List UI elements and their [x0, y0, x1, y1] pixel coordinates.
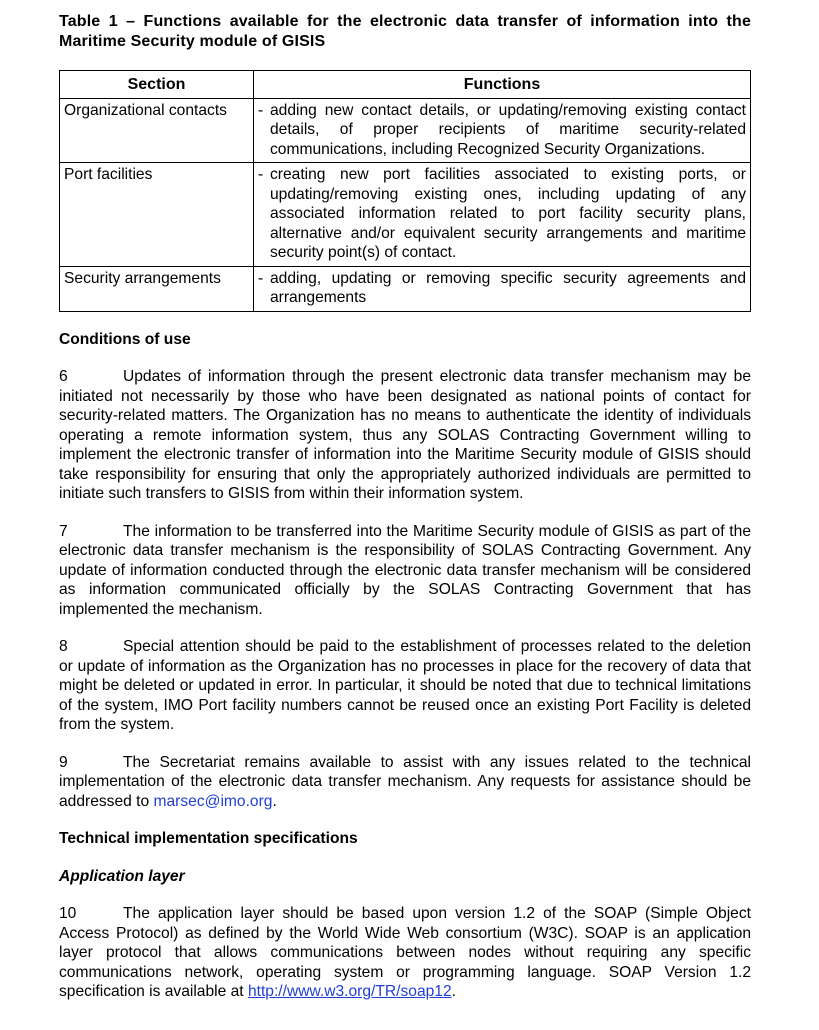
- functions-cell: [254, 163, 751, 267]
- table-row: [60, 98, 751, 163]
- functions-cell: [254, 266, 751, 311]
- paragraph-7: [59, 522, 751, 620]
- bullet-dash: -: [258, 269, 264, 287]
- table-header-row: [60, 71, 751, 99]
- section-cell: Organizational contacts: [60, 98, 254, 163]
- section-cell: Port facilities: [60, 163, 254, 267]
- paragraph-text: The information to be transferred into the Maritime Security module of GISIS as part of the electronic data transfer mechanism is the responsibility of SOLAS Contracting Government. Any update of information conducted through the electronic data transfer mechanism will be considered as information communicated officially by the SOLAS Contracting Government that has implemented the mechanism.: [59, 522, 751, 618]
- bullet-dash: -: [258, 166, 264, 183]
- paragraph-tail: .: [272, 792, 277, 810]
- table-row: [60, 163, 751, 267]
- document-page: [59, 12, 751, 1002]
- table-row: [60, 266, 751, 311]
- bullet-dash: -: [258, 101, 264, 119]
- paragraph-8: [59, 637, 751, 735]
- email-link[interactable]: marsec@imo.org: [153, 792, 273, 810]
- application-layer-heading: Application layer: [59, 867, 185, 885]
- soap-spec-link[interactable]: http://www.w3.org/TR/soap12: [247, 983, 452, 1000]
- functions-text: adding new contact details, or updating/removing existing contact details, of proper recipients of maritime security-related communications, including Recognized Security Organizations.: [270, 101, 746, 158]
- table-title: Table 1 – Functions available for the electronic data transfer of information into the Maritime Security module of GISIS: [59, 13, 751, 50]
- paragraph-text: Special attention should be paid to the establishment of processes related to the deletion or update of information as the Organization has no processes in place for the recovery of data that might be deleted or updated in error. In particular, it should be noted that due to technical limitations of the system, IMO Port facility numbers cannot be reused once an existing Port Facility is deleted from the system.: [59, 638, 751, 733]
- conditions-heading: Conditions of use: [59, 330, 191, 348]
- technical-heading: Technical implementation specifications: [59, 830, 358, 847]
- paragraph-text: The application layer should be based upon version 1.2 of the SOAP (Simple Object Access Protocol) as defined by the World Wide Web consortium (W3C). SOAP is an application layer protocol that allows communications between nodes without requiring any specific communications network, operating system or programming language. SOAP Version 1.2 specification is available at: [59, 905, 751, 1000]
- paragraph-number: 8: [59, 638, 68, 655]
- header-section: Section: [60, 71, 254, 99]
- paragraph-text: The Secretariat remains available to assist with any issues related to the technical implementation of the electronic data transfer mechanism. Any requests for assistance should be addressed to: [59, 753, 751, 810]
- functions-cell: [254, 98, 751, 163]
- functions-text: creating new port facilities associated to existing ports, or updating/removing existing ones, including updating of any associated information related to port facility security plans, alternative and/or equivalent security arrangements and maritime security point(s) of contact.: [270, 166, 746, 261]
- paragraph-number: 6: [59, 368, 68, 385]
- functions-text: adding, updating or removing specific security agreements and arrangements: [270, 269, 746, 306]
- functions-table: [59, 70, 751, 312]
- paragraph-text: Updates of information through the present electronic data transfer mechanism may be initiated not necessarily by those who have been designated as national points of contact for security-related matters. The Organization has no means to authenticate the identity of individuals operating a remote information system, thus any SOLAS Contracting Government willing to implement the electronic transfer of information into the Maritime Security module of GISIS should take responsibility for ensuring that only the appropriately authorized individuals are permitted to initiate such transfers to GISIS from within their information system.: [59, 368, 751, 502]
- paragraph-number: 10: [59, 905, 77, 922]
- section-cell: Security arrangements: [60, 266, 254, 311]
- paragraph-number: 7: [59, 522, 68, 540]
- paragraph-6: [59, 367, 751, 504]
- header-functions: Functions: [254, 71, 751, 99]
- paragraph-tail: .: [451, 983, 456, 1000]
- paragraph-9: [59, 753, 751, 812]
- paragraph-number: 9: [59, 753, 68, 771]
- paragraph-10: [59, 904, 751, 1002]
